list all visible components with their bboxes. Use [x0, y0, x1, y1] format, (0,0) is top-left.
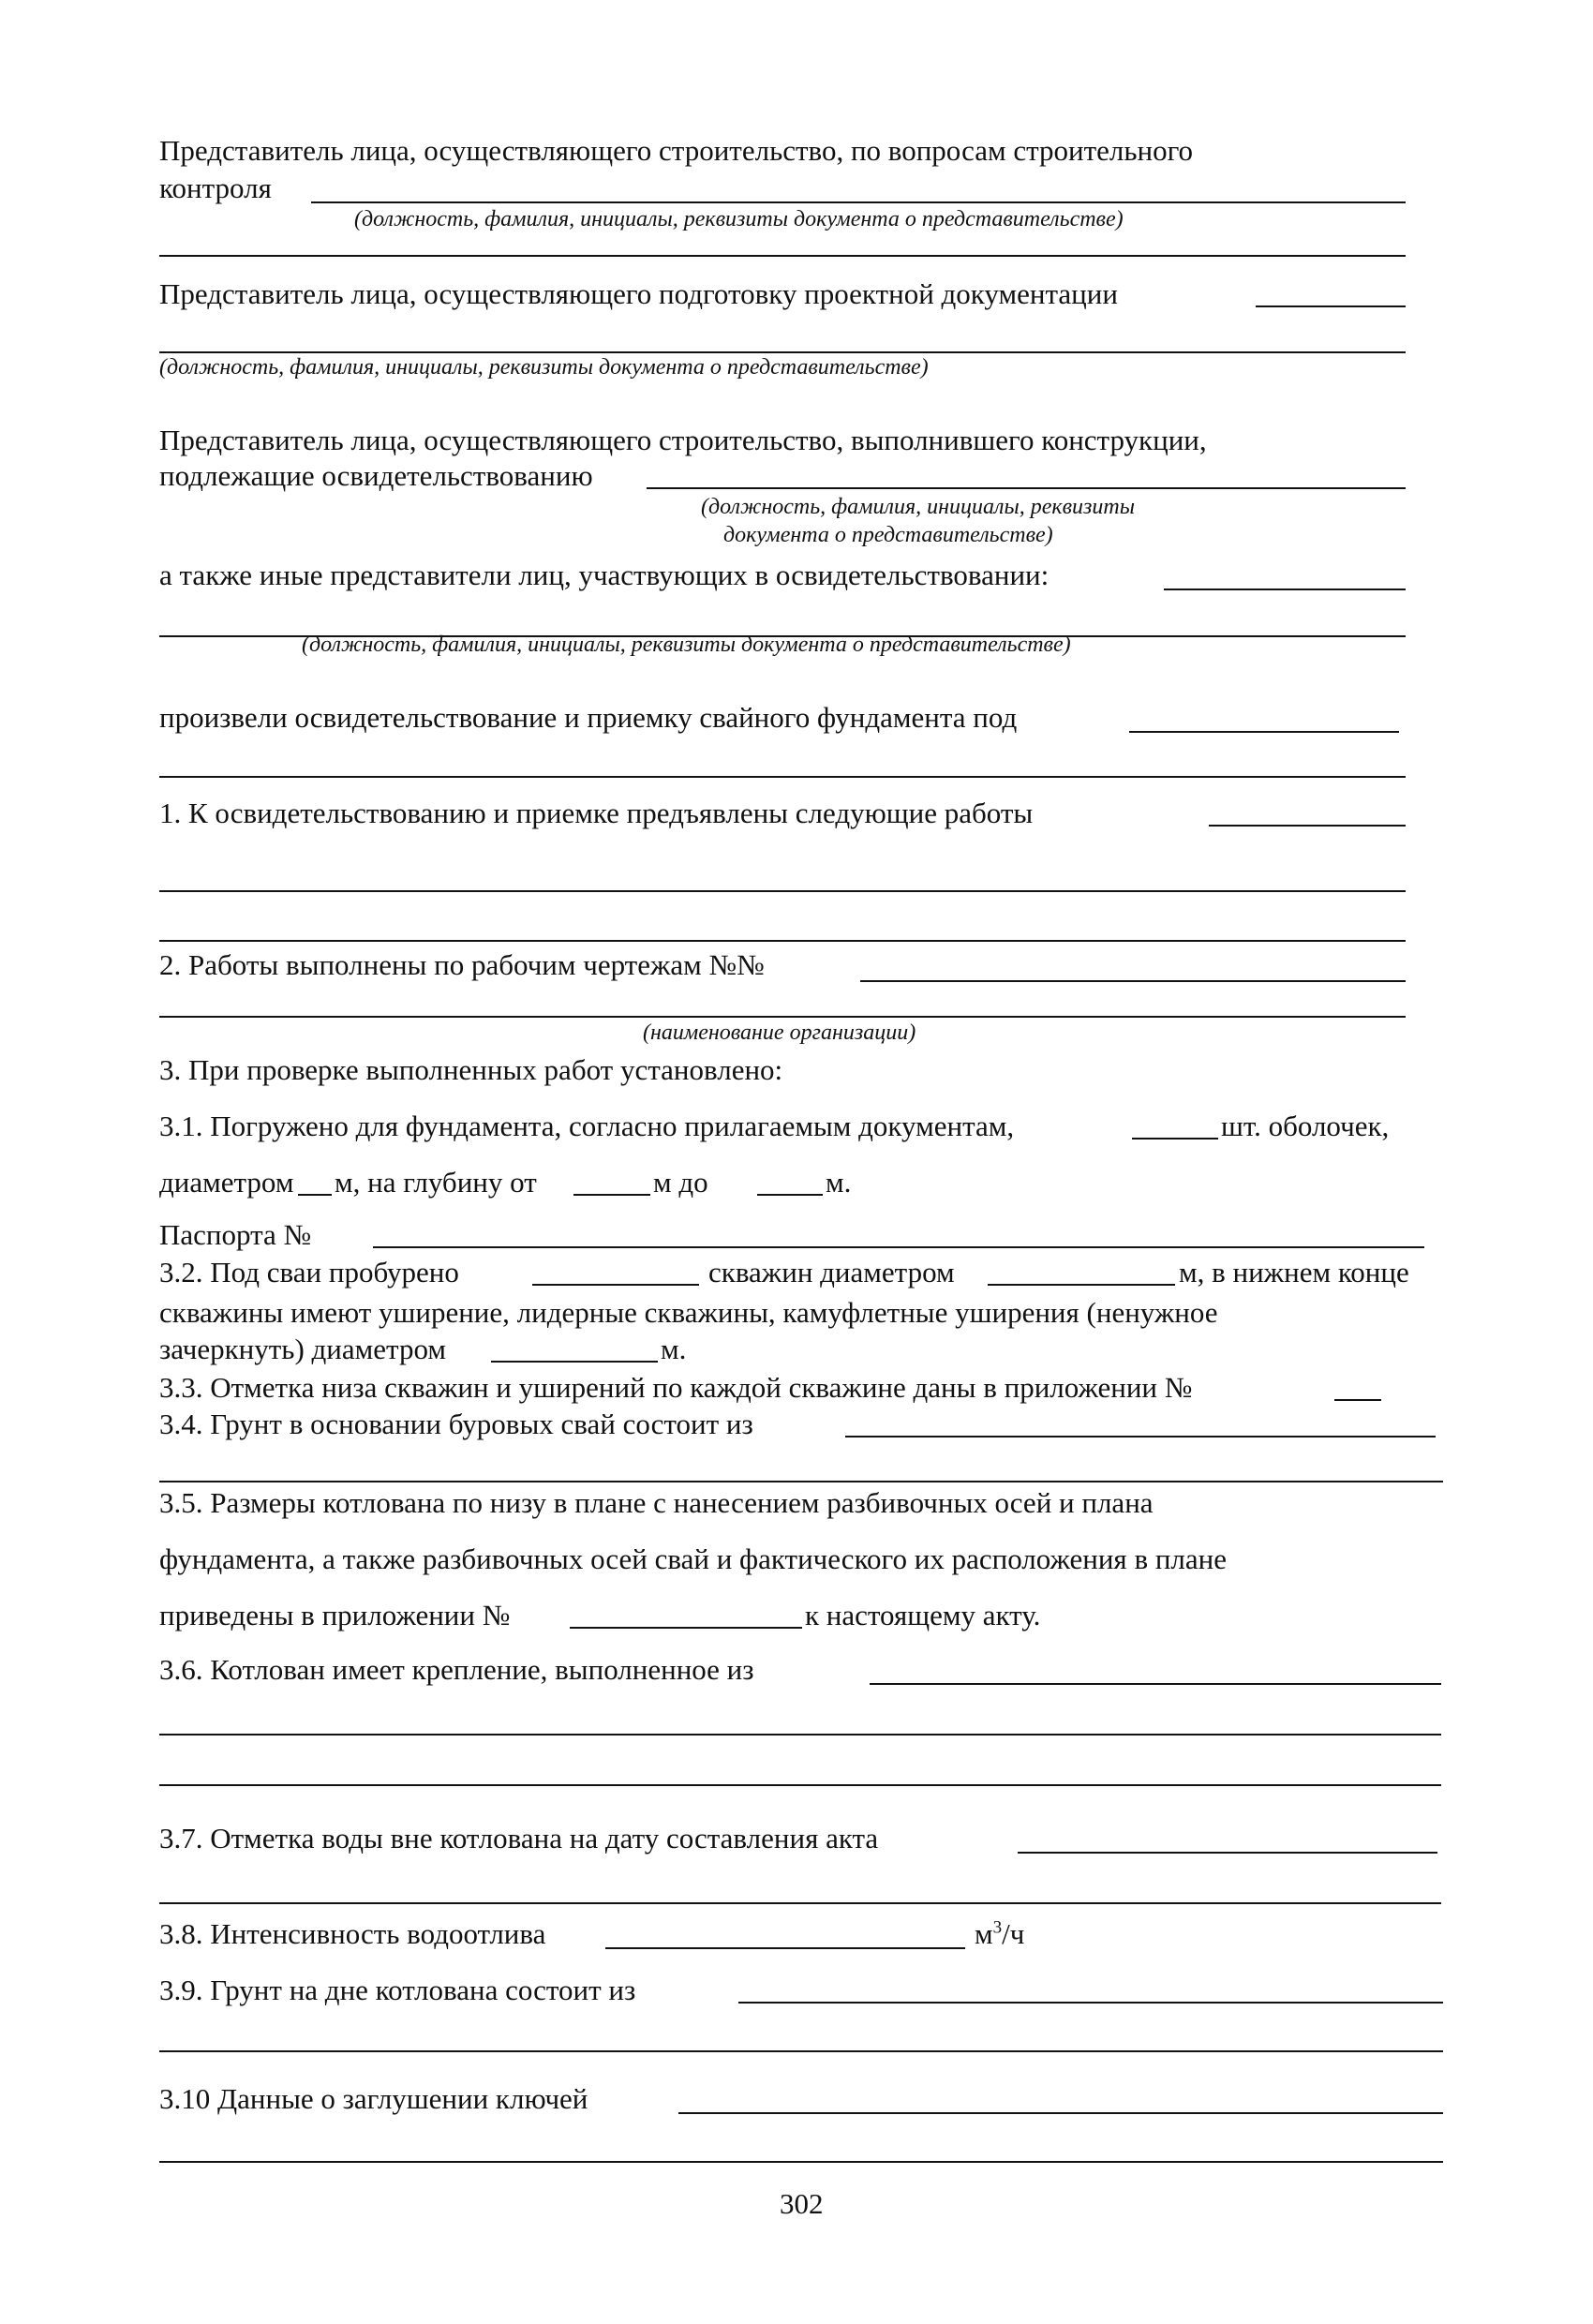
rep-control-fill-line[interactable]: [311, 201, 1406, 203]
inspection-text: произвели освидетельствование и приемку свайного фундамента под: [159, 701, 1018, 734]
item1-fill-line-3[interactable]: [159, 940, 1406, 942]
item3-3-appendix-fill[interactable]: [1334, 1399, 1381, 1401]
item2-text: 2. Работы выполнены по рабочим чертежам №№: [159, 948, 765, 981]
item3-7-fill-line[interactable]: [1018, 1852, 1437, 1854]
inspection-fill-line[interactable]: [1129, 731, 1399, 733]
item3-7-text: 3.7. Отметка воды вне котлована на дату составления акта: [159, 1822, 879, 1855]
rep-control-line1: Представитель лица, осуществляющего строительство, по вопросам строительного: [159, 134, 1194, 167]
item3-9-fill-line[interactable]: [738, 2002, 1443, 2004]
item3-4-fill-line[interactable]: [845, 1436, 1436, 1438]
item3-1-diameter-fill[interactable]: [298, 1194, 332, 1196]
item3-9-text: 3.9. Грунт на дне котлована состоит из: [159, 1974, 636, 2006]
item3-2-line2: скважины имеют уширение, лидерные скважины, камуфлетные уширения (ненужное: [159, 1296, 1218, 1329]
rep-design-fill-line[interactable]: [1256, 305, 1406, 307]
item3-5-line3b: к настоящему акту.: [805, 1599, 1041, 1631]
item3-1-depth-from-fill[interactable]: [573, 1194, 650, 1196]
passport-fill-line[interactable]: [373, 1246, 1424, 1248]
item3-6-fill-line-3[interactable]: [159, 1784, 1441, 1786]
page-number: 302: [780, 2187, 824, 2220]
item3-1-count-fill[interactable]: [1132, 1138, 1218, 1140]
item2-note: (наименование организации): [643, 1020, 916, 1045]
item3-10-text: 3.10 Данные о заглушении ключей: [159, 2082, 588, 2115]
rep-control-fill-line-2[interactable]: [159, 255, 1406, 257]
item1-text: 1. К освидетельствованию и приемке предъявлены следующие работы: [159, 797, 1034, 829]
rep-builder-note2: документа о представительстве): [723, 523, 1053, 547]
rep-builder-fill-line[interactable]: [647, 487, 1406, 489]
item2-fill-line-2[interactable]: [159, 1016, 1406, 1018]
rep-builder-line2: подлежащие освидетельствованию: [159, 459, 593, 492]
item2-fill-line[interactable]: [860, 980, 1406, 982]
rep-control-line2: контроля: [159, 171, 272, 204]
item3-7-fill-line-2[interactable]: [159, 1902, 1441, 1904]
item3-1-text-f: м.: [826, 1166, 852, 1199]
item3-6-fill-line[interactable]: [870, 1683, 1441, 1685]
passport-label: Паспорта №: [159, 1218, 312, 1251]
item3-3-text: 3.3. Отметка низа скважин и уширений по каждой скважине даны в приложении №: [159, 1371, 1193, 1404]
item3-5-line1: 3.5. Размеры котлована по низу в плане с нанесением разбивочных осей и плана: [159, 1486, 1154, 1519]
item3-2-line3a: зачеркнуть) диаметром: [159, 1333, 446, 1365]
item3-2-text-c: м, в нижнем конце: [1179, 1256, 1409, 1289]
item3-6-text: 3.6. Котлован имеет крепление, выполненное из: [159, 1653, 754, 1686]
inspection-fill-line-2[interactable]: [159, 776, 1406, 778]
item3-9-fill-line-2[interactable]: [159, 2050, 1443, 2052]
item3-8-fill-line[interactable]: [605, 1947, 965, 1949]
item3-5-appendix-fill[interactable]: [570, 1627, 802, 1629]
item3-2-text-a: 3.2. Под сваи пробурено: [159, 1256, 459, 1289]
item3-1-text-a: 3.1. Погружено для фундамента, согласно прилагаемым документам,: [159, 1110, 1015, 1142]
other-reps-text: а также иные представители лиц, участвующих в освидетельствовании:: [159, 559, 1050, 591]
item3-2-count-fill[interactable]: [532, 1284, 699, 1286]
rep-builder-note1: (должность, фамилия, инициалы, реквизиты: [701, 495, 1135, 519]
other-reps-note: (должность, фамилия, инициалы, реквизиты документа о представительстве): [302, 633, 1071, 657]
item3-1-text-b: шт. оболочек,: [1221, 1110, 1390, 1142]
item3-2-text-b: скважин диаметром: [708, 1256, 955, 1289]
item3-1-text-d: м, на глубину от: [335, 1166, 537, 1199]
item3-5-line3a: приведены в приложении №: [159, 1599, 511, 1631]
item3-8-text: 3.8. Интенсивность водоотлива: [159, 1917, 546, 1950]
rep-design-note: (должность, фамилия, инициалы, реквизиты документа о представительстве): [159, 355, 929, 380]
item3-5-line2: фундамента, а также разбивочных осей свай и фактического их расположения в плане: [159, 1542, 1227, 1575]
item3-6-fill-line-2[interactable]: [159, 1734, 1441, 1736]
rep-design-fill-line-2[interactable]: [159, 351, 1406, 353]
item3-4-fill-line-2[interactable]: [159, 1481, 1443, 1482]
other-reps-fill-line[interactable]: [1164, 588, 1406, 590]
rep-design-text: Представитель лица, осуществляющего подготовку проектной документации: [159, 277, 1118, 310]
item3-1-text-e: м до: [653, 1166, 708, 1199]
item3-10-fill-line[interactable]: [678, 2112, 1443, 2114]
rep-builder-line1: Представитель лица, осуществляющего строительство, выполнившего конструкции,: [159, 424, 1207, 456]
item3-1-depth-to-fill[interactable]: [757, 1194, 823, 1196]
item3-2-diameter-fill[interactable]: [988, 1284, 1175, 1286]
item1-fill-line[interactable]: [1209, 825, 1406, 827]
item3-8-unit: $м^3/ч$: [975, 1917, 1025, 1950]
item1-fill-line-2[interactable]: [159, 890, 1406, 892]
item3-10-fill-line-2[interactable]: [159, 2161, 1443, 2163]
item3-4-text: 3.4. Грунт в основании буровых свай состоит из: [159, 1408, 753, 1440]
item3-1-text-c: диаметром: [159, 1166, 294, 1199]
rep-control-note: (должность, фамилия, инициалы, реквизиты документа о представительстве): [354, 207, 1124, 231]
item3-text: 3. При проверке выполненных работ установлено:: [159, 1053, 783, 1086]
item3-2-widening-diameter-fill[interactable]: [491, 1361, 658, 1363]
item3-2-line3b: м.: [661, 1333, 687, 1365]
